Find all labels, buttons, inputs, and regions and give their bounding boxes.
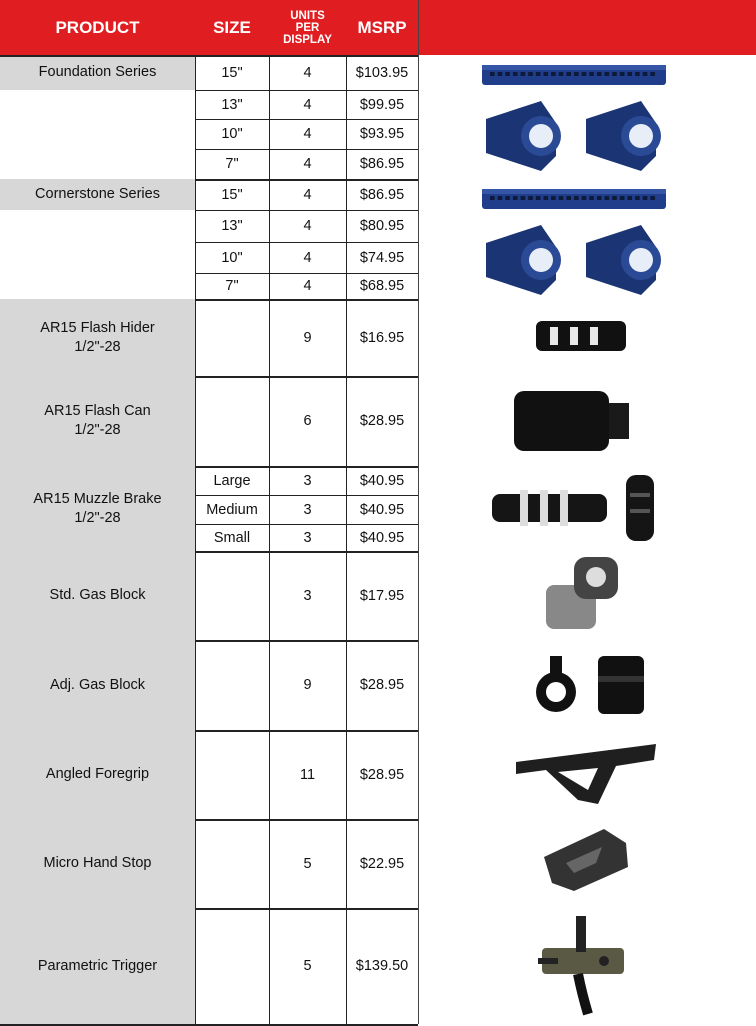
msrp-cell: $86.95 <box>359 186 405 203</box>
size-cell: 10" <box>221 126 243 142</box>
units-cell: 4 <box>303 218 312 234</box>
product-name-cell: AR15 Flash Can 1/2"-28 <box>0 376 195 466</box>
units-cell: 4 <box>303 186 312 203</box>
size-cell <box>195 730 269 819</box>
msrp-cell: $139.50 <box>355 958 409 974</box>
units-cell: 9 <box>303 677 312 693</box>
header-units-per-display <box>269 0 346 55</box>
blue-mlok-handguard-photo <box>418 179 756 299</box>
row-divider <box>195 495 418 496</box>
product-name-cell: Micro Hand Stop <box>0 819 195 908</box>
muzzle-brake-photo <box>418 466 756 551</box>
flash-hider-photo <box>418 299 756 376</box>
msrp-cell: $16.95 <box>359 329 405 346</box>
flash-can-photo <box>418 376 756 466</box>
size-cell: 10" <box>221 249 243 266</box>
header-units-line3: DISPLAY <box>283 33 332 46</box>
product-name-spacer <box>0 210 195 299</box>
product-name-cell: Adj. Gas Block <box>0 640 195 730</box>
column-divider-3 <box>346 55 347 1024</box>
row-divider <box>195 242 418 243</box>
msrp-cell: $28.95 <box>359 413 405 429</box>
size-cell: 13" <box>221 218 243 234</box>
blue-mlok-handguard-photo <box>418 55 756 179</box>
row-divider <box>195 149 418 150</box>
units-cell: 4 <box>303 96 312 113</box>
product-divider <box>0 1024 418 1026</box>
units-cell: 6 <box>303 413 312 429</box>
product-name-spacer <box>0 90 195 179</box>
size-cell <box>195 640 269 730</box>
units-cell: 4 <box>303 278 312 294</box>
units-cell: 3 <box>303 472 312 489</box>
row-divider <box>195 524 418 525</box>
size-cell: 7" <box>225 278 239 294</box>
size-cell: Small <box>213 529 251 546</box>
product-name-cell: Angled Foregrip <box>0 730 195 819</box>
units-cell: 9 <box>303 329 312 346</box>
msrp-cell: $40.95 <box>359 529 405 546</box>
units-cell: 4 <box>303 156 312 172</box>
header-units-line2: PER <box>295 21 320 34</box>
adjustable-gas-block-photo <box>418 640 756 730</box>
product-name-cell: AR15 Flash Hider 1/2"-28 <box>0 299 195 376</box>
units-cell: 3 <box>303 529 312 546</box>
units-cell: 3 <box>303 501 312 518</box>
msrp-cell: $40.95 <box>359 501 405 518</box>
size-cell: 15" <box>221 64 243 81</box>
product-name-cell: Std. Gas Block <box>0 551 195 640</box>
header-units-line1: UNITS <box>290 9 325 22</box>
size-cell: Large <box>213 472 251 489</box>
size-cell <box>195 908 269 1024</box>
msrp-cell: $86.95 <box>359 156 405 172</box>
size-cell <box>195 376 269 466</box>
msrp-cell: $99.95 <box>359 96 405 113</box>
size-cell <box>195 819 269 908</box>
units-cell: 11 <box>299 766 316 783</box>
row-divider <box>195 210 418 211</box>
units-cell: 4 <box>303 64 312 81</box>
gas-block-photo <box>418 551 756 640</box>
product-name-cell: Cornerstone Series <box>0 179 195 210</box>
msrp-cell: $28.95 <box>359 677 405 693</box>
msrp-cell: $17.95 <box>359 587 405 604</box>
msrp-cell: $22.95 <box>359 855 405 872</box>
product-name-cell: AR15 Muzzle Brake 1/2"-28 <box>0 466 195 551</box>
units-cell: 4 <box>303 249 312 266</box>
msrp-cell: $40.95 <box>359 472 405 489</box>
hand-stop-photo <box>418 819 756 908</box>
units-cell: 4 <box>303 126 312 142</box>
header-msrp: MSRP <box>357 17 407 37</box>
size-cell: Medium <box>206 501 258 518</box>
column-divider-1 <box>195 55 196 1024</box>
size-cell <box>195 551 269 640</box>
header-divider <box>0 55 418 57</box>
size-cell: 15" <box>221 186 243 203</box>
size-cell: 13" <box>221 96 243 113</box>
msrp-cell: $93.95 <box>359 126 405 142</box>
header-product: PRODUCT <box>55 17 140 37</box>
msrp-cell: $80.95 <box>359 218 405 234</box>
column-divider-2 <box>269 55 270 1024</box>
units-cell: 5 <box>303 958 312 974</box>
row-divider <box>195 90 418 91</box>
units-cell: 3 <box>303 587 312 604</box>
header-size: SIZE <box>213 17 251 37</box>
size-cell: 7" <box>225 156 239 172</box>
row-divider <box>195 119 418 120</box>
trigger-photo <box>418 908 756 1024</box>
size-cell <box>195 299 269 376</box>
product-name-cell: Foundation Series <box>0 55 195 90</box>
column-divider-4 <box>418 0 419 1024</box>
msrp-cell: $74.95 <box>359 249 405 266</box>
row-divider <box>195 273 418 274</box>
product-name-cell: Parametric Trigger <box>0 908 195 1024</box>
msrp-cell: $28.95 <box>359 766 405 783</box>
msrp-cell: $68.95 <box>359 278 405 294</box>
msrp-cell: $103.95 <box>355 64 409 81</box>
angled-foregrip-photo <box>418 730 756 819</box>
units-cell: 5 <box>303 855 312 872</box>
